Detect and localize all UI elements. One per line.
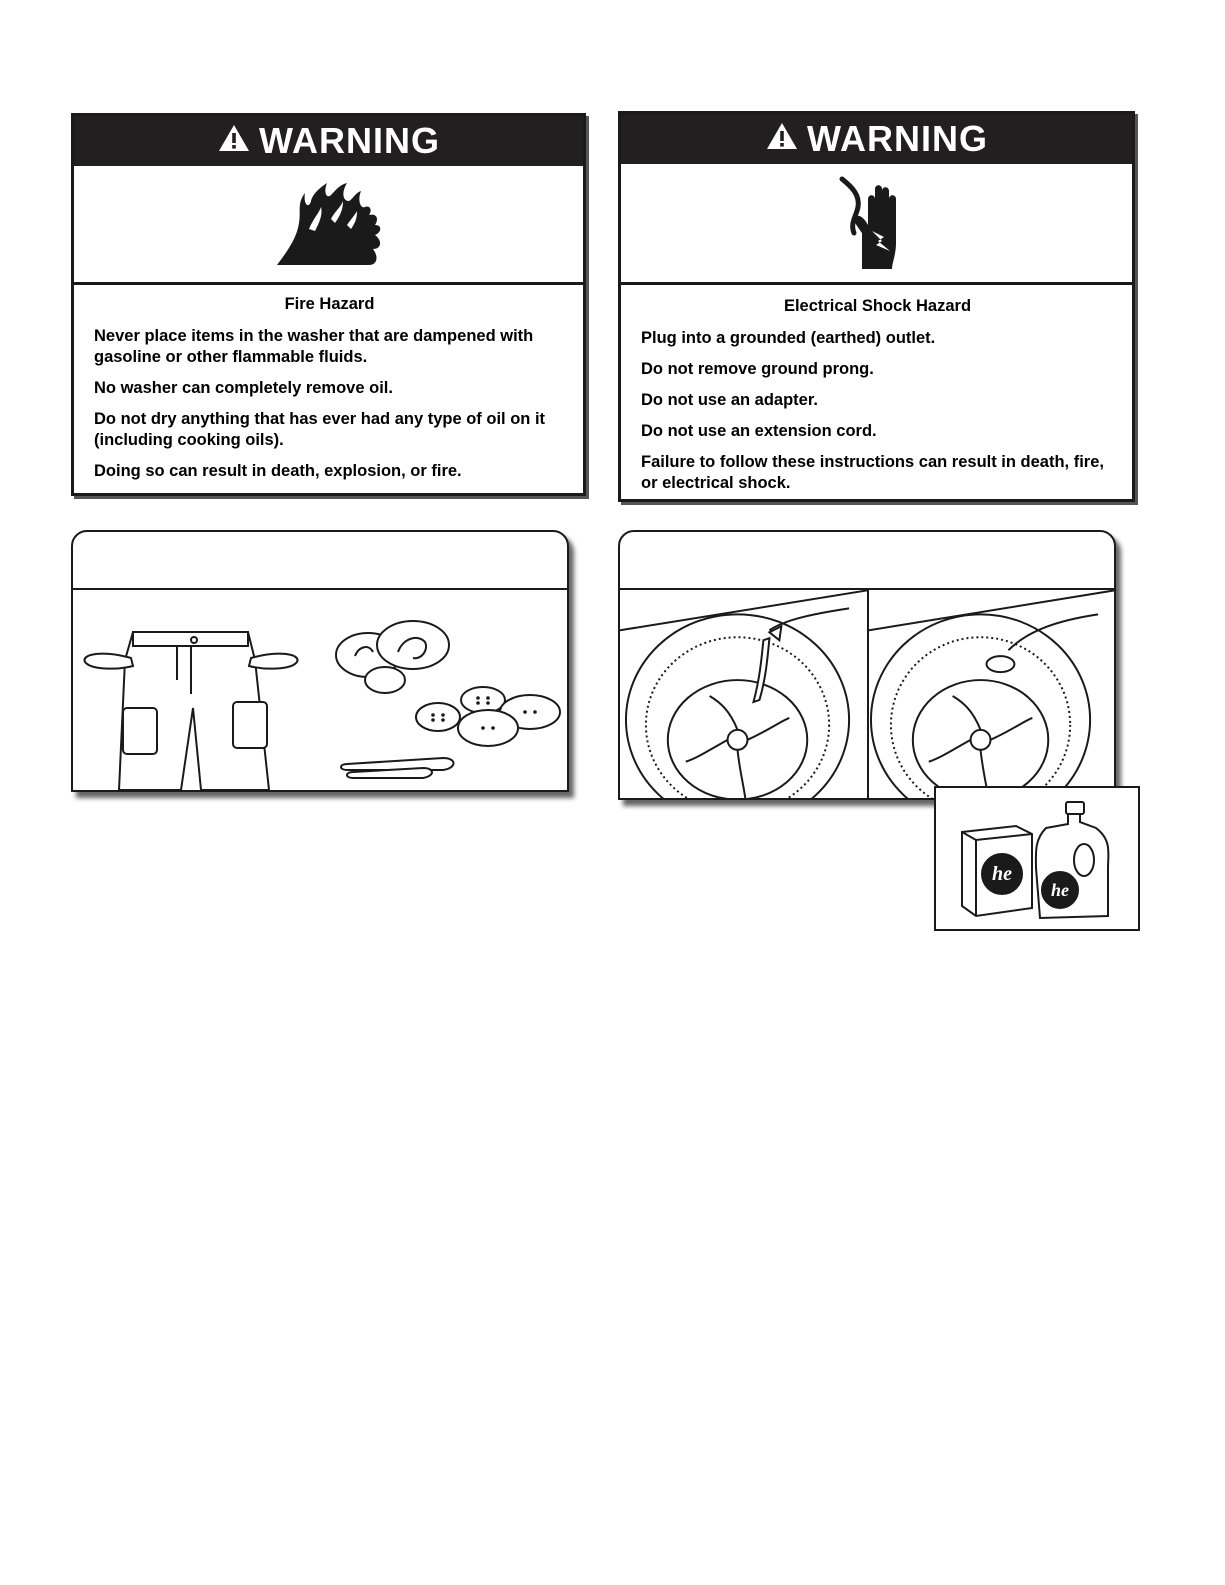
fire-warning-line: Do not dry anything that has ever had any type of oil on it (including cooking oils). bbox=[94, 410, 546, 449]
shock-warning-box bbox=[618, 111, 1135, 502]
empty-pockets-panel bbox=[71, 530, 569, 792]
shock-warning-line: Do not use an adapter. bbox=[641, 391, 818, 409]
electric-shock-hand-icon bbox=[822, 173, 932, 273]
shock-hazard-title: Electrical Shock Hazard bbox=[783, 297, 972, 315]
empty-pockets-illustration bbox=[73, 590, 567, 790]
he-logo-text: he bbox=[1051, 880, 1069, 900]
fire-icon bbox=[269, 179, 389, 269]
pour-detergent-illustration bbox=[620, 590, 869, 800]
add-detergent-illustration bbox=[869, 590, 1114, 800]
warning-header-text: WARNING bbox=[807, 118, 988, 159]
shock-warning-line: Do not remove ground prong. bbox=[641, 360, 874, 378]
fire-warning-line: No washer can completely remove oil. bbox=[94, 379, 393, 397]
fire-hazard-title: Fire Hazard bbox=[284, 295, 375, 313]
warning-triangle-icon bbox=[765, 118, 799, 160]
fire-warning-line: Never place items in the washer that are dampened with gasoline or other flammable fluids. bbox=[94, 327, 534, 366]
fire-icon-area bbox=[74, 166, 583, 285]
warning-header bbox=[621, 114, 1132, 164]
shock-warning-line: Do not use an extension cord. bbox=[641, 422, 877, 440]
he-logo-text: he bbox=[992, 863, 1012, 885]
washer-illustrations bbox=[620, 590, 1114, 800]
shock-warning-line: Failure to follow these instructions can result in death, fire, or electrical shock. bbox=[641, 453, 1104, 492]
warning-header bbox=[74, 116, 583, 166]
fire-warning-line: Doing so can result in death, explosion, or fire. bbox=[94, 462, 462, 480]
he-detergent-illustration bbox=[936, 788, 1138, 929]
panel-header bbox=[620, 532, 1114, 590]
he-detergent-inset bbox=[934, 786, 1140, 931]
panel-header bbox=[73, 532, 567, 590]
fire-warning-box bbox=[71, 113, 586, 496]
shock-warning-line: Plug into a grounded (earthed) outlet. bbox=[641, 329, 936, 347]
shock-icon-area bbox=[621, 164, 1132, 285]
warning-triangle-icon bbox=[217, 120, 251, 162]
warning-header-text: WARNING bbox=[259, 120, 440, 161]
add-detergent-panel bbox=[618, 530, 1116, 800]
